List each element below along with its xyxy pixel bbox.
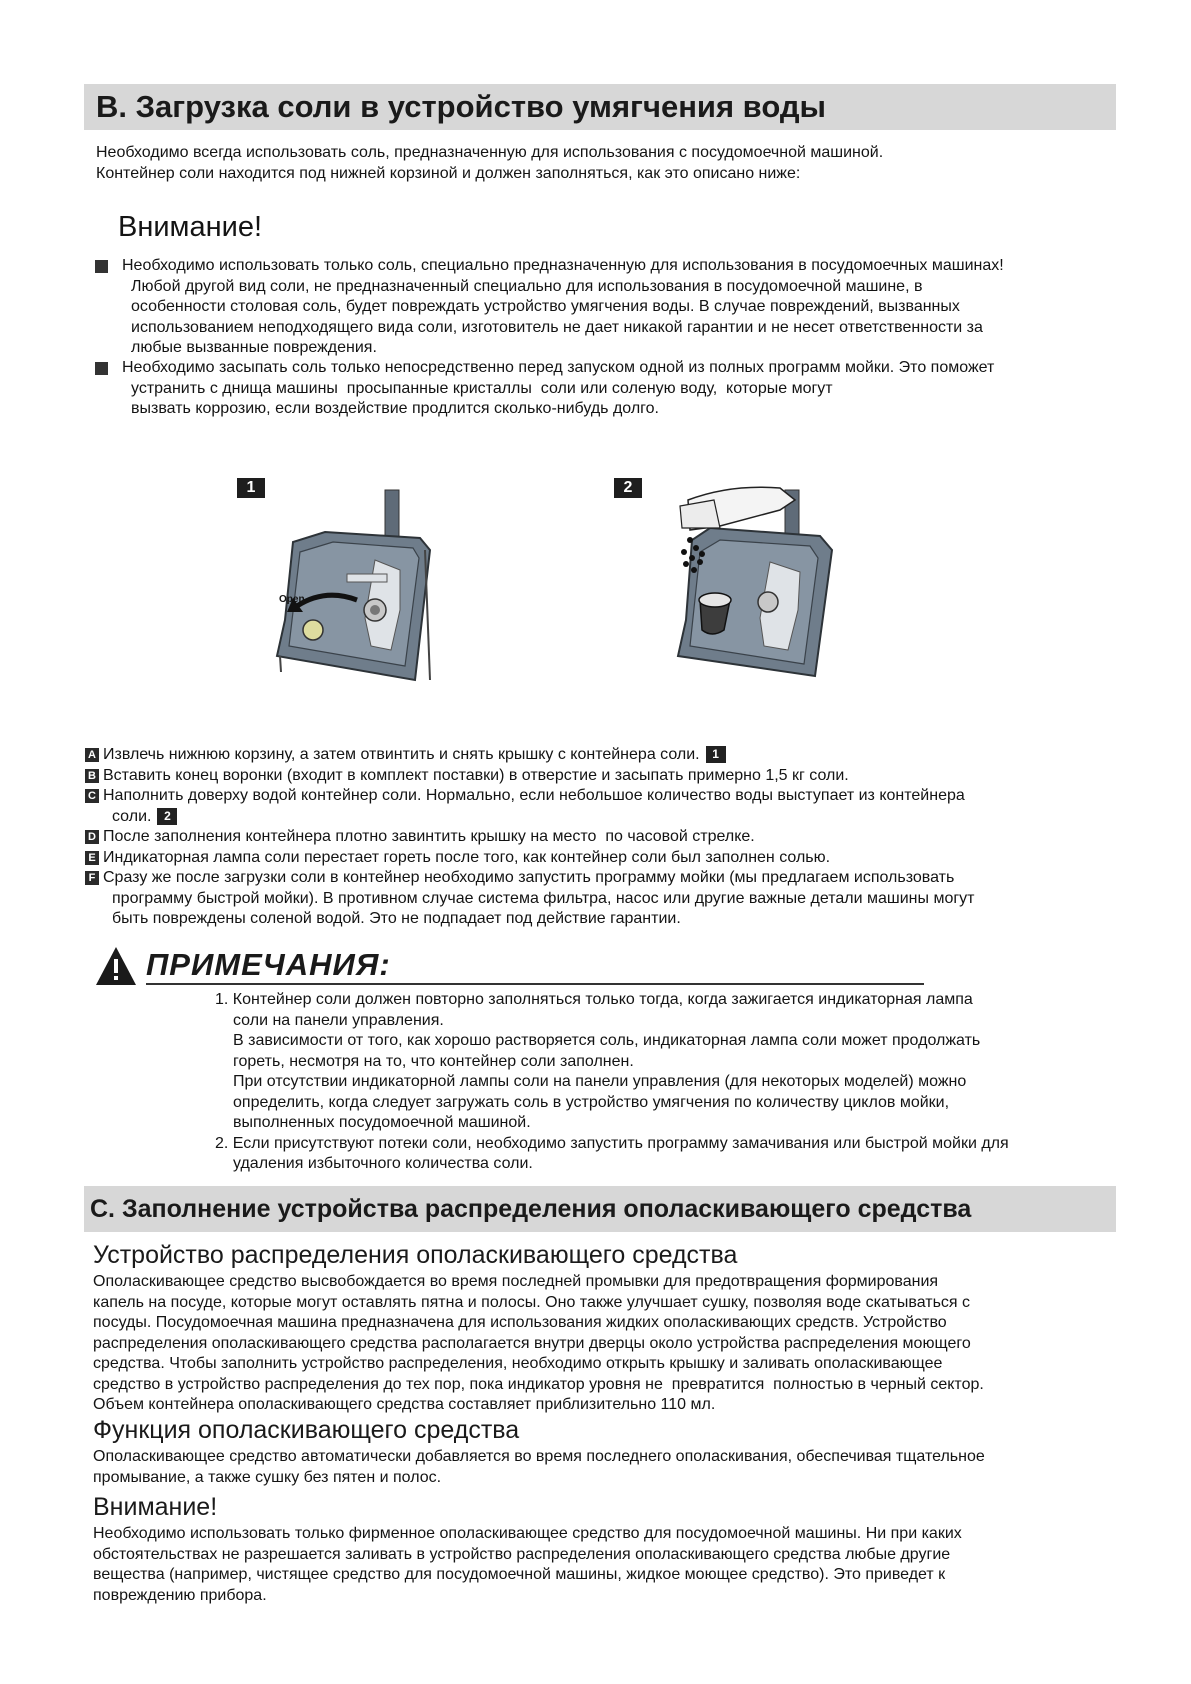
note-line: соли на панели управления. xyxy=(233,1011,444,1029)
bullet-square-icon xyxy=(95,260,108,273)
paragraph-line: средства. Чтобы заполнить устройство распределения, необходимо открыть крышку и заливать ополаскивающее xyxy=(93,1355,943,1372)
function-paragraph xyxy=(93,1447,1123,1488)
intro-line: Контейнер соли находится под нижней корзиной и должен заполняться, как это описано ниже: xyxy=(96,164,801,182)
bullet-line: использованием неподходящего вида соли, изготовитель не дает никакой гарантии и не несет ответственности за xyxy=(131,318,983,336)
note-line: 1. Контейнер соли должен повторно заполняться только тогда, когда зажигается индикаторная лампа xyxy=(215,991,973,1008)
step-f xyxy=(85,868,1125,930)
open-label: Open xyxy=(279,594,305,605)
step-text: Индикаторная лампа соли перестает гореть после того, как контейнер соли был заполнен солью. xyxy=(103,848,831,866)
note-item-1 xyxy=(215,990,1125,1134)
paragraph-line: промывание, а также сушку без пятен и полос. xyxy=(93,1468,442,1486)
step-text: соли. xyxy=(112,807,152,825)
step-a xyxy=(85,745,1125,766)
bullet-line: Необходимо засыпать соль только непосредственно перед запуском одной из полных программ мойки. Это поможет xyxy=(122,359,995,376)
paragraph-line: Необходимо использовать только фирменное ополаскивающее средство для посудомоечной машины. Ни при каких xyxy=(93,1525,962,1542)
bullet-square-icon xyxy=(95,362,108,375)
note-line: определить, когда следует загружать соль в устройство умягчения по количеству циклов мойки, xyxy=(233,1093,950,1111)
note-line: При отсутствии индикаторной лампы соли на панели управления (для некоторых моделей) можно xyxy=(233,1073,967,1090)
salt-funnel-illustration xyxy=(610,470,860,700)
bullet-line: особенности столовая соль, будет повреждать устройство умягчения воды. В случае повреждений, вызванных xyxy=(131,298,960,315)
note-line: выполненных посудомоечной машиной. xyxy=(233,1114,531,1131)
dispenser-heading: Устройство распределения ополаскивающего средства xyxy=(93,1241,738,1269)
step-e xyxy=(85,848,1125,869)
paragraph-line: Объем контейнера ополаскивающего средства составляет приблизительно 110 мл. xyxy=(93,1396,716,1413)
step-letter: C xyxy=(85,789,99,803)
intro-paragraph xyxy=(96,143,1106,184)
note-line: 2. Если присутствуют потеки соли, необходимо запустить программу замачивания или быстрой мойки для xyxy=(215,1134,1009,1152)
paragraph-line: Ополаскивающее средство высвобождается во время последней промывки для предотвращения формирования xyxy=(93,1273,939,1290)
paragraph-line: обстоятельствах не разрешается заливать в устройство распределения ополаскивающего средства любые другие xyxy=(93,1545,951,1563)
step-text: быть повреждены соленой водой. Это не подпадает под действие гарантии. xyxy=(112,910,681,927)
notes-list xyxy=(215,990,1125,1175)
step-d xyxy=(85,827,1125,848)
figure-ref: 2 xyxy=(157,808,177,825)
salt-loading-steps xyxy=(85,745,1125,930)
step-letter: D xyxy=(85,830,99,844)
bullet-line: устранить с днища машины просыпанные кристаллы соли или соленую воду, которые могут xyxy=(131,379,833,397)
notes-title: ПРИМЕЧАНИЯ: xyxy=(146,947,391,982)
figure-number: 1 xyxy=(237,478,265,498)
paragraph-line: капель на посуде, которые могут оставлять пятна и полосы. Оно также улучшает сушку, позволяя воде скатываться с xyxy=(93,1293,971,1311)
bullet-line: Любой другой вид соли, не предназначенный специально для использования в посудомоечной машине, в xyxy=(131,277,923,295)
bullet-line: Необходимо использовать только соль, специально предназначенную для использования в посудомоечных машинах! xyxy=(122,257,1004,274)
step-letter: A xyxy=(85,748,99,762)
step-text: программу быстрой мойки). В противном случае система фильтра, насос или другие важные детали машины могут xyxy=(112,889,975,907)
paragraph-line: распределения ополаскивающего средства располагается внутри дверцы около устройства распределения моющего xyxy=(93,1334,971,1352)
step-letter: F xyxy=(85,871,99,885)
note-item-2 xyxy=(215,1134,1125,1175)
warning-triangle-icon xyxy=(94,945,138,987)
warning-title: Внимание! xyxy=(118,211,263,243)
note-line: удаления избыточного количества соли. xyxy=(233,1155,533,1172)
intro-line: Необходимо всегда использовать соль, предназначенную для использования с посудомоечной машиной. xyxy=(96,144,884,161)
figure-1-salt-cap-removal xyxy=(225,470,455,700)
paragraph-line: средство в устройство распределения до тех пор, пока индикатор уровня не превратится полностью в черный сектор. xyxy=(93,1375,984,1393)
step-text: После заполнения контейнера плотно завинтить крышку на место по часовой стрелке. xyxy=(103,828,755,845)
figure-ref: 1 xyxy=(706,746,726,763)
section-c-header: C. Заполнение устройства распределения ополаскивающего средства xyxy=(84,1186,1116,1232)
paragraph-line: повреждению прибора. xyxy=(93,1586,267,1604)
salt-container-illustration xyxy=(225,470,455,700)
step-text: Извлечь нижнюю корзину, а затем отвинтить и снять крышку с контейнера соли. xyxy=(103,746,700,763)
step-text: Сразу же после загрузки соли в контейнер необходимо запустить программу мойки (мы предлагаем использовать xyxy=(103,869,955,886)
dispenser-paragraph xyxy=(93,1272,1123,1416)
step-c xyxy=(85,786,1125,827)
step-letter: B xyxy=(85,769,99,783)
step-text: Вставить конец воронки (входит в комплект поставки) в отверстие и засыпать примерно 1,5 кг соли. xyxy=(103,766,849,784)
warning-bullet-1 xyxy=(95,256,1125,359)
bullet-line: любые вызванные повреждения. xyxy=(131,339,377,356)
notes-header xyxy=(94,945,934,987)
note-line: В зависимости от того, как хорошо растворяется соль, индикаторная лампа соли может продолжать xyxy=(233,1032,981,1049)
notes-underline xyxy=(146,983,924,985)
step-letter: E xyxy=(85,851,99,865)
attention-paragraph xyxy=(93,1524,1123,1606)
section-b-header: B. Загрузка соли в устройство умягчения воды xyxy=(84,84,1116,130)
step-b xyxy=(85,766,1125,787)
warning-bullet-2 xyxy=(95,358,1125,420)
attention-heading: Внимание! xyxy=(93,1493,218,1521)
paragraph-line: вещества (например, чистящее средство для посудомоечной машины, жидкое моющее средство). Это приведет к xyxy=(93,1566,946,1583)
figure-2-salt-filling xyxy=(610,470,860,700)
step-text: Наполнить доверху водой контейнер соли. Нормально, если небольшое количество воды выступает из контейнера xyxy=(103,787,965,804)
paragraph-line: посуды. Посудомоечная машина предназначена для использования жидких ополаскивающих средств. Устройство xyxy=(93,1314,947,1331)
figure-number: 2 xyxy=(614,478,642,498)
paragraph-line: Ополаскивающее средство автоматически добавляется во время последнего ополаскивания, обеспечивая тщательное xyxy=(93,1448,985,1465)
function-heading: Функция ополаскивающего средства xyxy=(93,1416,520,1444)
note-line: гореть, несмотря на то, что контейнер соли заполнен. xyxy=(233,1052,634,1070)
bullet-line: вызвать коррозию, если воздействие продлится сколько-нибудь долго. xyxy=(131,400,659,417)
